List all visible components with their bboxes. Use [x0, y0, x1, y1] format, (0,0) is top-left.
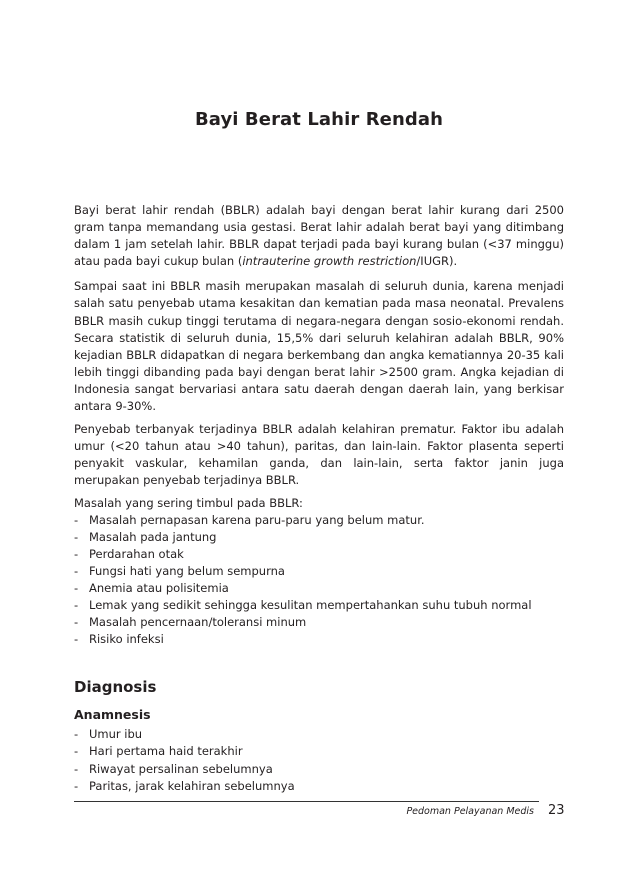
list-item: - Perdarahan otak	[74, 546, 564, 563]
list-item: - Fungsi hati yang belum sempurna	[74, 563, 564, 580]
paragraph-definition-end: /IUGR).	[416, 254, 458, 269]
paragraph-causes: Penyebab terbanyak terjadinya BBLR adalah kelahiran prematur. Faktor ibu adalah umur (<20 tahun atau >40 tahun), paritas, dan lain-lain. Faktor plasenta seperti penyakit vaskular, kehamilan ganda, dan lain-lain, serta faktor janin juga merupakan penyebab terjadinya BBLR.	[74, 422, 564, 488]
subsection-heading-anamnesis: Anamnesis	[74, 707, 151, 723]
list-item: - Riwayat persalinan sebelumnya	[74, 761, 564, 778]
paragraph-definition-italic: intrauterine growth restriction	[242, 254, 417, 269]
page-title: Bayi Berat Lahir Rendah	[194, 109, 444, 130]
list-item: - Masalah pencernaan/toleransi minum	[74, 614, 564, 631]
list-item: - Risiko infeksi	[74, 631, 564, 648]
anamnesis-list	[74, 726, 564, 794]
footer-divider	[74, 801, 539, 802]
list-item: - Masalah pernapasan karena paru-paru yang belum matur.	[74, 512, 564, 529]
list-item: - Paritas, jarak kelahiran sebelumnya	[74, 778, 564, 795]
paragraph-definition	[74, 202, 564, 270]
list-item: - Lemak yang sedikit sehingga kesulitan mempertahankan suhu tubuh normal	[74, 597, 564, 614]
list-item: - Masalah pada jantung	[74, 529, 564, 546]
problems-intro: Masalah yang sering timbul pada BBLR:	[74, 495, 303, 510]
list-item: - Umur ibu	[74, 726, 564, 743]
body-content	[74, 202, 564, 795]
list-item: - Anemia atau polisitemia	[74, 580, 564, 597]
problems-list	[74, 512, 564, 649]
page-number: 23	[548, 803, 565, 818]
list-item: - Hari pertama haid terakhir	[74, 743, 564, 760]
paragraph-definition-text: Bayi berat lahir rendah (BBLR) adalah bayi dengan berat lahir kurang dari 2500 gram tanpa memandang usia gestasi. Berat lahir adalah berat bayi yang ditimbang dalam 1 jam setelah lahir. BBLR dapat terjadi pada bayi kurang bulan (<37 minggu) atau pada bayi cukup bulan (	[74, 203, 564, 269]
section-heading-diagnosis: Diagnosis	[74, 678, 157, 697]
footer-title: Pedoman Pelayanan Medis	[406, 806, 534, 817]
paragraph-prevalence: Sampai saat ini BBLR masih merupakan masalah di seluruh dunia, karena menjadi salah satu penyebab utama kesakitan dan kematian pada masa neonatal. Prevalens BBLR masih cukup tinggi terutama di negara-negara dengan sosio-ekonomi rendah. Secara statistik di seluruh dunia, 15,5% dari seluruh kelahiran adalah BBLR, 90% kejadian BBLR didapatkan di negara berkembang dan angka kematiannya 20-35 kali lebih tinggi dibanding pada bayi dengan berat lahir >2500 gram. Angka kejadian di Indonesia sangat bervariasi antara satu daerah dengan daerah lain, yang berkisar antara 9-30%.	[74, 279, 564, 414]
